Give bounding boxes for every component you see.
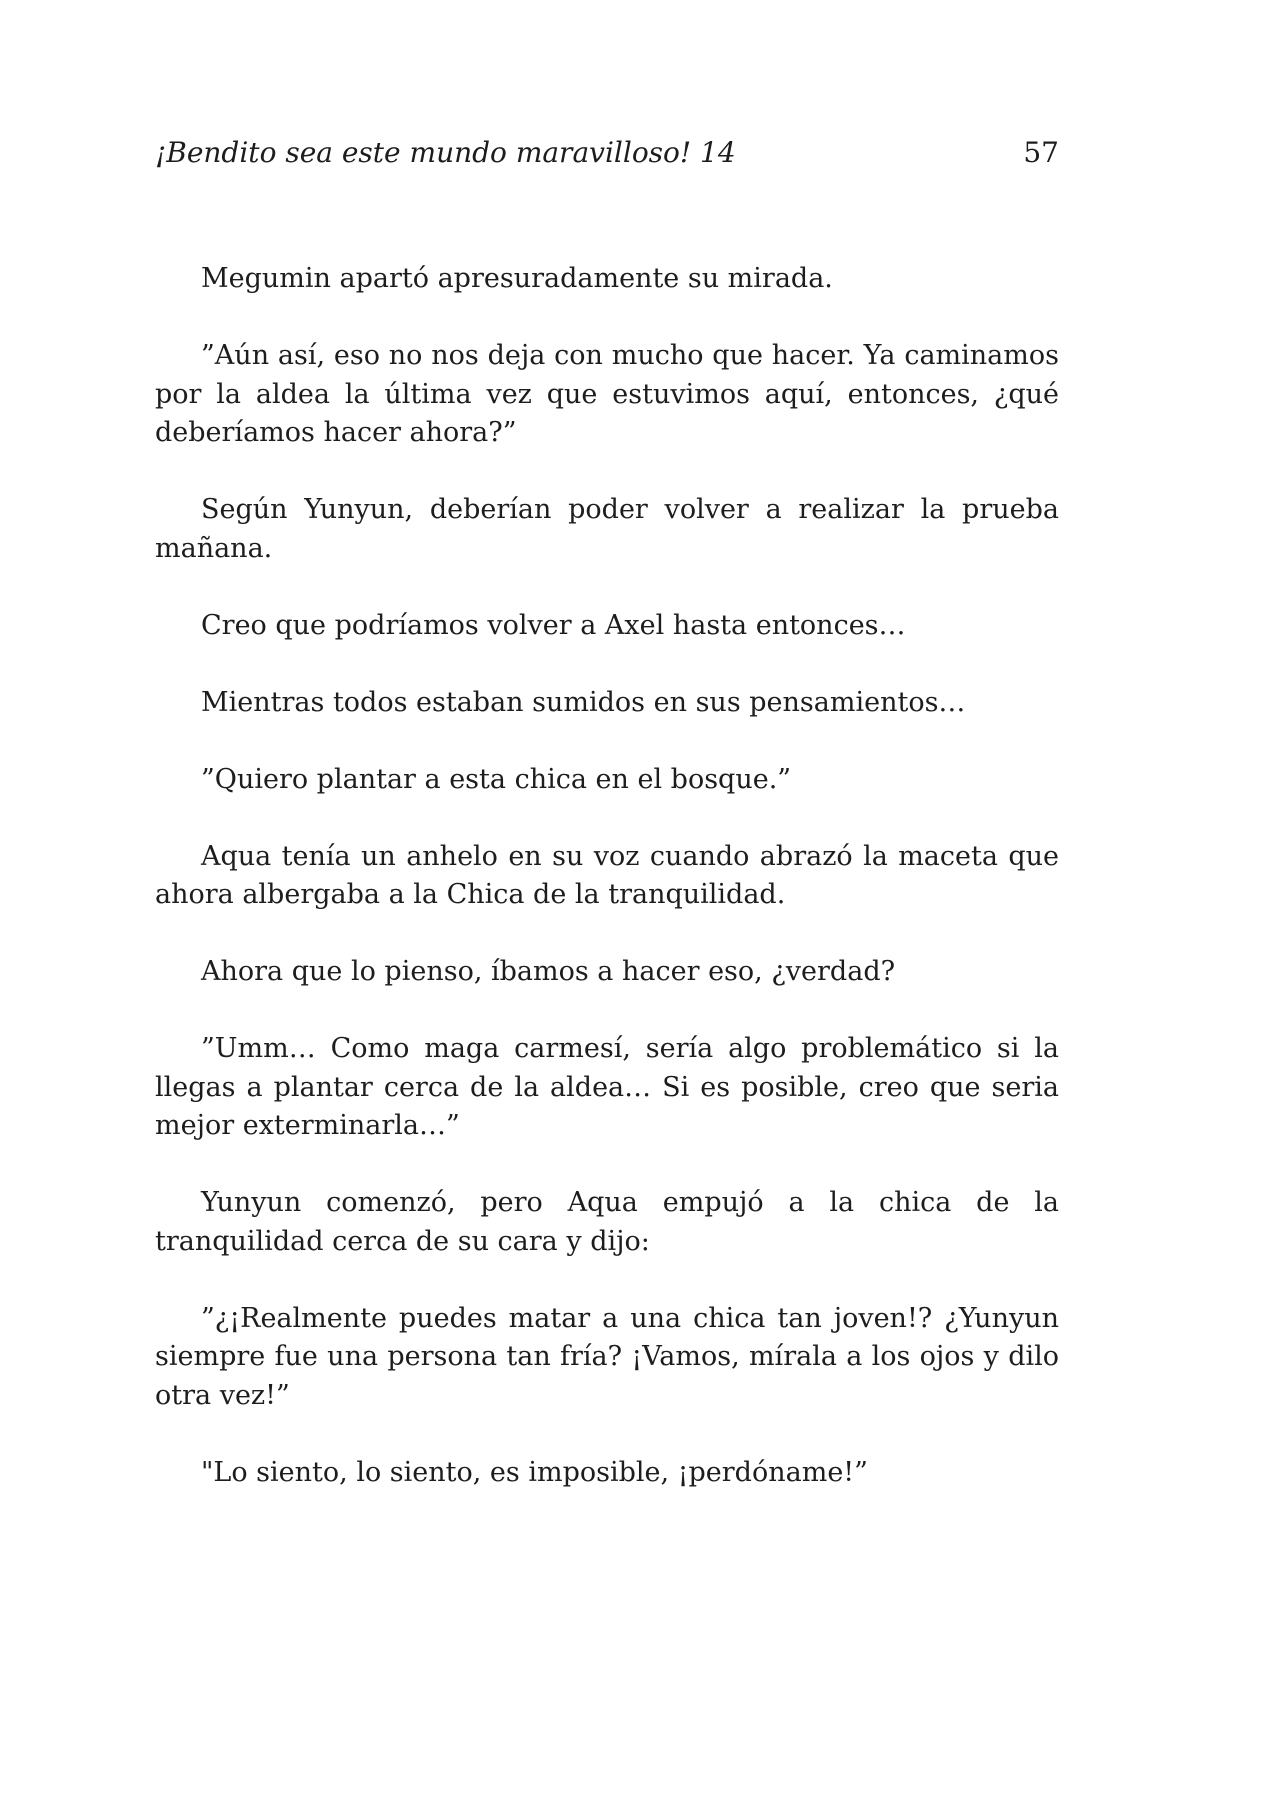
paragraph: Yunyun comenzó, pero Aqua empujó a la chica de la tranquilidad cerca de su cara y dijo: bbox=[155, 1187, 1059, 1257]
running-header bbox=[155, 133, 1059, 173]
paragraph: ”Quiero plantar a esta chica en el bosque.” bbox=[201, 763, 792, 795]
paragraph: ”Umm… Como maga carmesí, sería algo problemático si la llegas a plantar cerca de la aldea… Si es posible, creo que seria mejor exterminarla…” bbox=[155, 1033, 1059, 1141]
book-title: ¡Bendito sea este mundo maravilloso! 14 bbox=[155, 136, 736, 169]
paragraph: Mientras todos estaban sumidos en sus pensamientos… bbox=[201, 686, 966, 718]
paragraph: ”¿¡Realmente puedes matar a una chica tan joven!? ¿Yunyun siempre fue una persona tan fría? ¡Vamos, mírala a los ojos y dilo otra vez!” bbox=[155, 1302, 1059, 1411]
page-number: 57 bbox=[1023, 136, 1059, 169]
paragraph: "Lo siento, lo siento, es imposible, ¡perdóname!” bbox=[201, 1456, 868, 1488]
paragraph: ”Aún así, eso no nos deja con mucho que hacer. Ya caminamos por la aldea la última vez que estuvimos aquí, entonces, ¿qué deberíamos hacer ahora?” bbox=[155, 340, 1059, 448]
paragraph: Ahora que lo pienso, íbamos a hacer eso, ¿verdad? bbox=[201, 956, 896, 987]
body-text bbox=[155, 260, 1059, 1531]
book-page bbox=[155, 0, 1059, 1807]
paragraph: Aqua tenía un anhelo en su voz cuando abrazó la maceta que ahora albergaba a la Chica de la tranquilidad. bbox=[155, 840, 1059, 910]
paragraph: Creo que podríamos volver a Axel hasta entonces… bbox=[201, 609, 906, 641]
paragraph: Megumin apartó apresuradamente su mirada. bbox=[201, 263, 833, 294]
paragraph: Según Yunyun, deberían poder volver a realizar la prueba mañana. bbox=[155, 494, 1059, 564]
